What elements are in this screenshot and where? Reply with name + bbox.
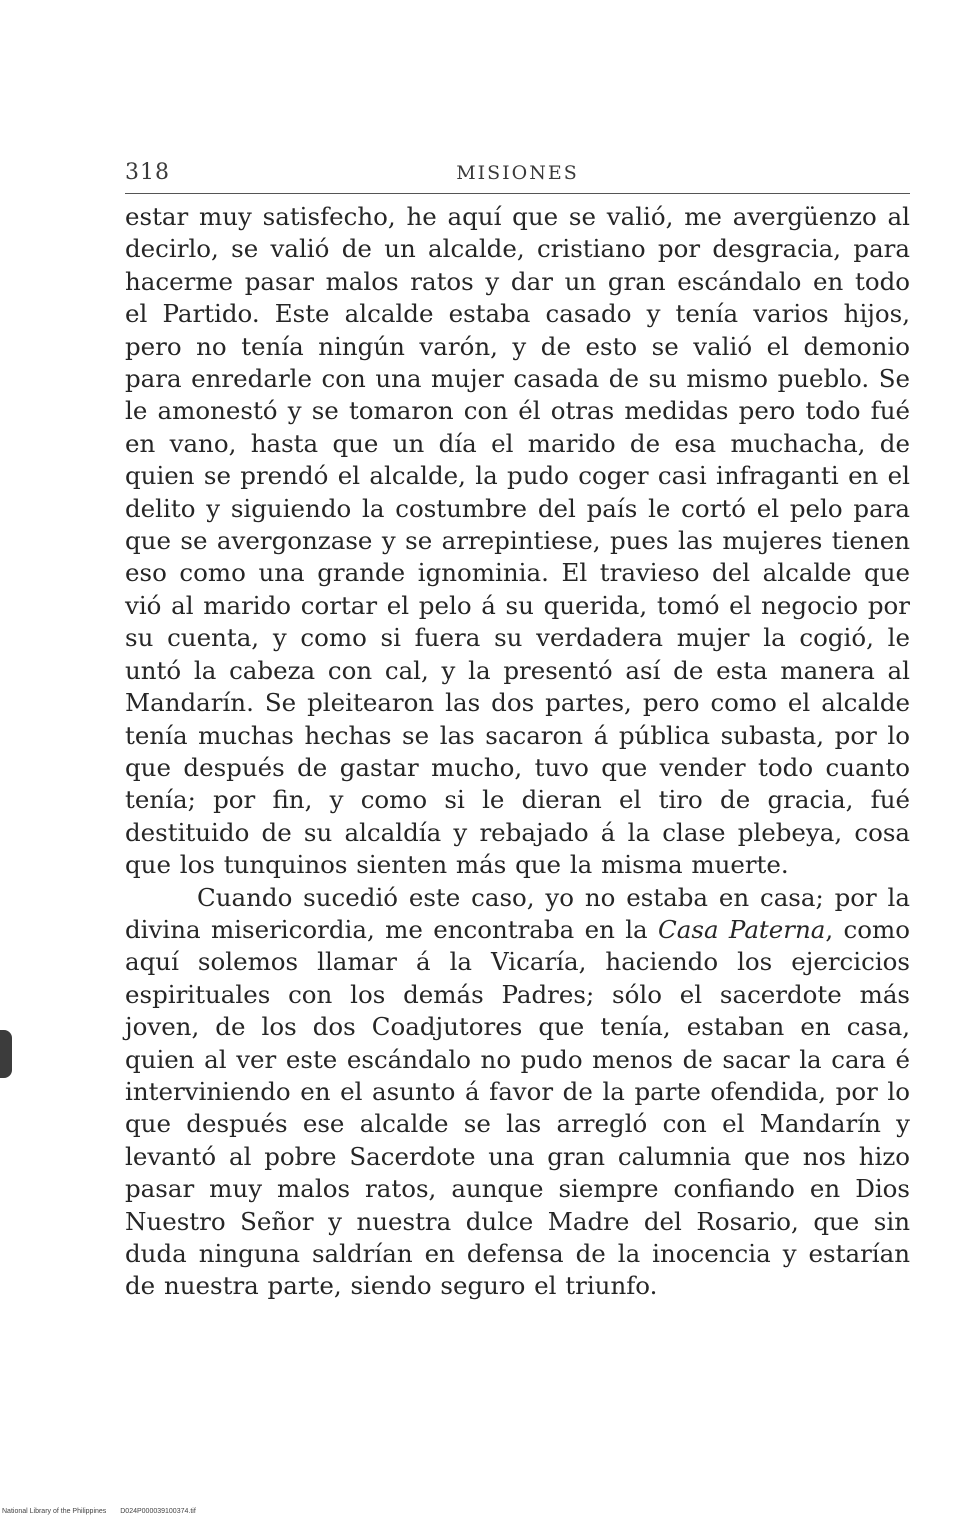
paragraph-text: , como aquí solemos llamar á la Vicaría, haciendo los ejercicios espirituales con los demás Padres; sólo el sacerdote más joven, de los dos Coadjutores que tenía, estaban en casa, quien al ver este escándalo no pudo menos de sacar la cara é interviniendo en el asunto á favor de la parte ofendida, por lo que después ese alcalde se las arregló con el Mandarín y levantó al pobre Sacerdote una gran calumnia que nos hizo pasar muy malos ratos, aunque siempre confiando en Dios Nuestro Señor y nuestra dulce Madre del Rosario, que sin duda ninguna saldrían en defensa de la inocencia y estarían de nuestra parte, siendo seguro el triunfo. [125,914,910,1301]
italic-term: Casa Paterna [658,914,826,944]
paragraph-text: Cuando sucedió este caso, yo no estaba en casa; por la divina misericordia, me encontraba en la [125,882,910,944]
scan-margin-mark [0,1030,12,1078]
header-rule [125,193,910,194]
running-head [125,160,910,190]
paragraph [125,882,910,1303]
library-credit: National Library of the Philippines [2,1508,107,1515]
page-number: 318 [125,160,170,185]
file-identifier: D024P000039100374.tif [120,1508,196,1515]
section-title: MISIONES [456,162,579,184]
body-text [125,201,910,1303]
paragraph: estar muy satisfecho, he aquí que se valió, me avergüenzo al decirlo, se valió de un alcalde, cristiano por desgracia, para hacerme pasar malos ratos y dar un gran escándalo en todo el Partido. Este alcalde estaba casado y tenía varios hijos, pero no tenía ningún varón, y de esto se valió el demonio para enredarle con una mujer casada de su mismo pueblo. Se le amonestó y se tomaron con él otras medidas pero todo fué en vano, hasta que un día el marido de esa muchacha, de quien se prendó el alcalde, la pudo coger casi infraganti en el delito y siguiendo la costumbre del país le cortó el pelo para que se avergonzase y se arrepintiese, pues las mujeres tienen eso como una grande ignominia. El travieso del alcalde que vió al marido cortar el pelo á su querida, tomó el negocio por su cuenta, y como si fuera su verdadera mujer la cogió, le untó la cabeza con cal, y la presentó así de esta manera al Mandarín. Se pleitearon las dos partes, pero como el alcalde tenía muchas hechas se las sacaron á pública subasta, por lo que después de gastar mucho, tuvo que vender todo cuanto tenía; por fin, y como si le dieran el tiro de gracia, fué destituido de su alcaldía y rebajado á la clase plebeya, cosa que los tunquinos sienten más que la misma muerte. [125,202,910,880]
scan-credit [2,1508,196,1515]
